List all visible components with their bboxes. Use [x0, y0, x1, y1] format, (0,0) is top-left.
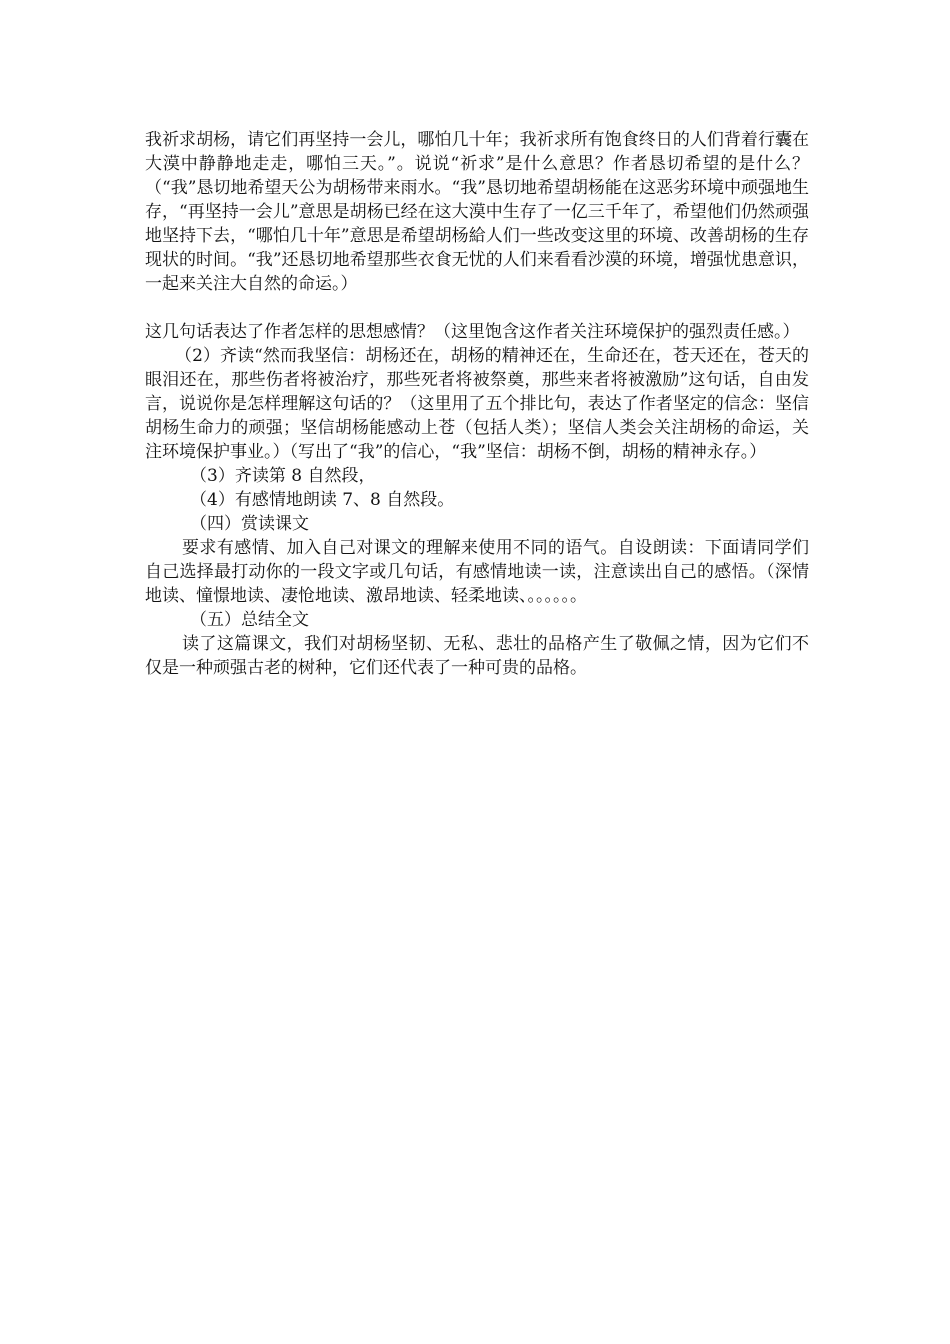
paragraph-reading-requirements: 要求有感情、加入自己对课文的理解来使用不同的语气。自设朗读：下面请同学们自己选择最打动你的一段文字或几句话，有感情地读一读，注意读出自己的感悟。（深情地读、憧憬地读、凄怆地读、激昂地读、轻柔地读、。。。。。。 — [145, 538, 809, 606]
paragraph-step-4: （4）有感情地朗读 7、8 自然段。 — [190, 490, 455, 510]
paragraph-author-feeling: 这几句话表达了作者怎样的思想感情？（这里饱含这作者关注环境保护的强烈责任感。） — [145, 322, 800, 342]
paragraph-prayer-explanation: 我祈求胡杨，请它们再坚持一会儿，哪怕几十年；我祈求所有饱食终日的人们背着行囊在大漠中静静地走走，哪怕三天。”。说说“祈求”是什么意思？作者恳切希望的是什么？（“我”恳切地希望天公为胡杨带来雨水。“我”恳切地希望胡杨能在这恶劣环境中顽强地生存，“再坚持一会儿”意思是胡杨已经在这大漠中生存了一亿三千年了，希望他们仍然顽强地坚持下去，“哪怕几十年”意思是希望胡杨給人们一些改变这里的环境、改善胡杨的生存现状的时间。“我”还恳切地希望那些衣食无忧的人们来看看沙漠的环境，增强忧患意识，一起来关注大自然的命运。） — [145, 130, 809, 294]
paragraph-step-2-reading: （2）齐读“然而我坚信：胡杨还在，胡杨的精神还在，生命还在，苍天还在，苍天的眼泪还在，那些伤者将被治疗，那些死者将被祭奠，那些来者将被激励”这句话，自由发言，说说你是怎样理解这句话的？（这里用了五个排比句，表达了作者坚定的信念：坚信胡杨生命力的顽强；坚信胡杨能感动上苍（包括人类）；坚信人类会关注胡杨的命运，关注环境保护事业。）（写出了“我”的信心，“我”坚信：胡杨不倒，胡杨的精神永存。） — [145, 346, 809, 462]
paragraph-step-3: （3）齐读第 8 自然段， — [190, 466, 376, 486]
section-heading-appreciate-reading: （四）赏读课文 — [190, 514, 309, 534]
section-heading-summary: （五）总结全文 — [190, 610, 309, 630]
document-body — [145, 128, 809, 680]
paragraph-summary: 读了这篇课文，我们对胡杨坚韧、无私、悲壮的品格产生了敬佩之情，因为它们不仅是一种顽强古老的树种，它们还代表了一种可贵的品格。 — [145, 634, 809, 678]
